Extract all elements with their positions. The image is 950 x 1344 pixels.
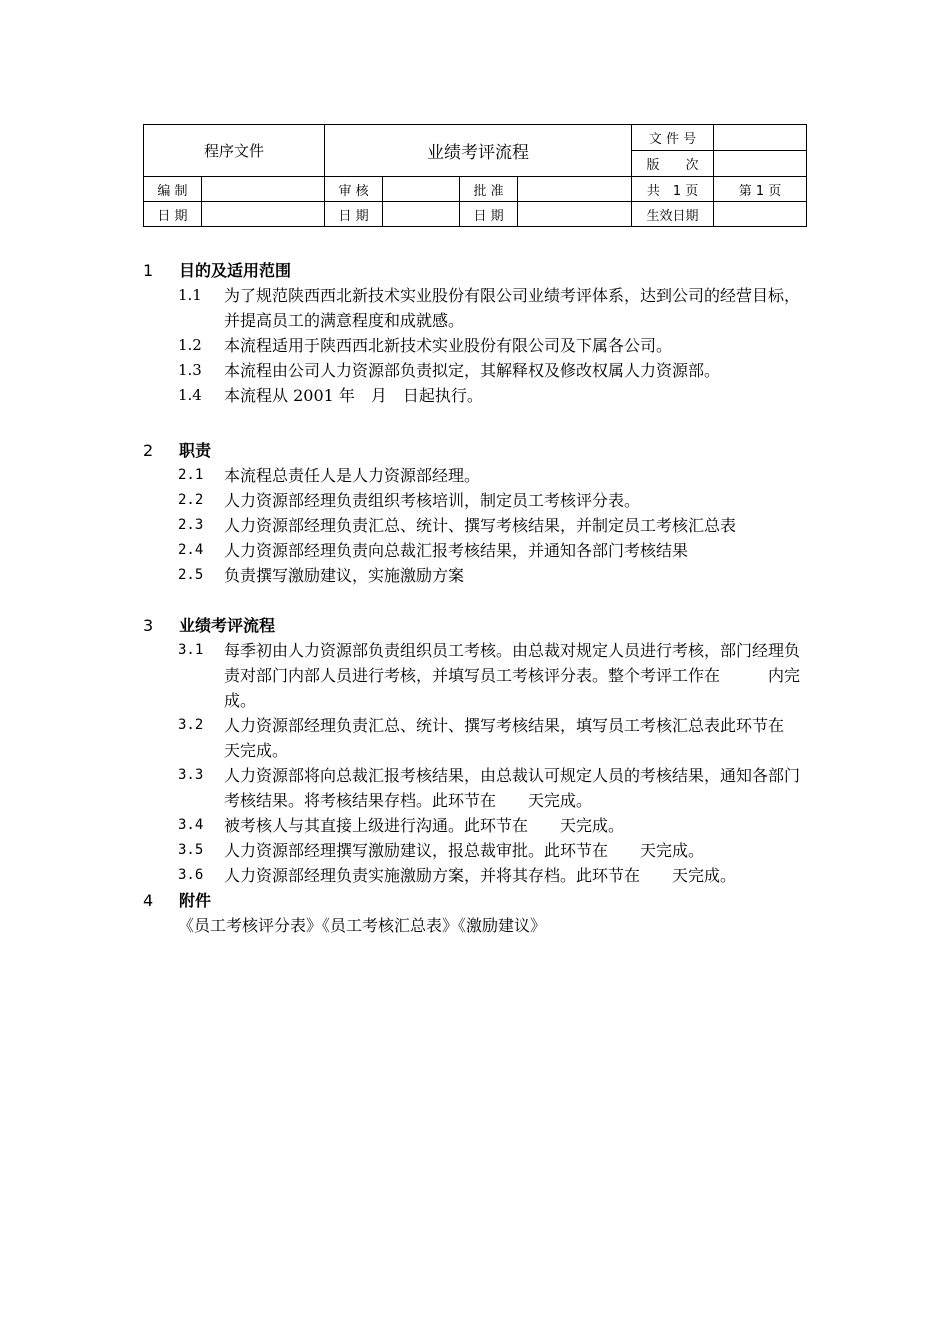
section-heading (143, 613, 823, 638)
list-item (178, 713, 823, 763)
item-number: 2.1 (178, 467, 204, 483)
list-item (178, 538, 823, 563)
version-label: 版 次 (632, 151, 714, 177)
prepared-value (202, 177, 325, 202)
list-item (178, 283, 823, 333)
section-number: 1 (143, 261, 154, 280)
item-text: 被考核人与其直接上级进行沟通。此环节在 天完成。 (224, 816, 625, 835)
date-value-1 (202, 202, 325, 227)
list-item (178, 813, 823, 838)
section-number: 2 (143, 441, 154, 460)
item-number: 1.1 (178, 286, 202, 304)
list-item (178, 358, 823, 383)
item-number: 1.4 (178, 386, 202, 404)
list-item (178, 333, 823, 358)
attachments-list: 《员工考核评分表》《员工考核汇总表》《激励建议》 (178, 916, 547, 935)
effective-date-value (714, 202, 807, 227)
file-no-label: 文 件 号 (632, 125, 714, 151)
version-value (714, 151, 807, 177)
document-header-table (143, 124, 807, 227)
list-item (178, 563, 823, 588)
item-text: 本流程从 2001 年 月 日起执行。 (224, 386, 483, 405)
item-number: 3.4 (178, 817, 204, 833)
item-text: 本流程适用于陕西西北新技术实业股份有限公司及下属各公司。 (224, 336, 673, 355)
doc-type-cell: 程序文件 (144, 125, 325, 177)
item-text: 人力资源部经理负责汇总、统计、撰写考核结果，并制定员工考核汇总表 (224, 516, 737, 535)
item-number: 2.3 (178, 517, 204, 533)
item-number: 3.6 (178, 867, 204, 883)
item-number: 1.2 (178, 336, 202, 354)
date-label-1: 日 期 (144, 202, 202, 227)
list-item (178, 763, 823, 813)
effective-date-label: 生效日期 (632, 202, 714, 227)
section-heading (143, 888, 823, 913)
list-item (178, 863, 823, 888)
prepared-label: 编 制 (144, 177, 202, 202)
item-number: 3.3 (178, 767, 204, 783)
section-title: 职责 (179, 441, 212, 460)
section-number: 4 (143, 891, 154, 910)
item-text: 人力资源部将向总裁汇报考核结果，由总裁认可规定人员的考核结果，通知各部门考核结果。将考核结果存档。此环节在 天完成。 (224, 766, 801, 810)
item-number: 2.2 (178, 492, 204, 508)
item-number: 2.5 (178, 567, 204, 583)
date-label-3: 日 期 (460, 202, 518, 227)
list-item (178, 838, 823, 863)
date-label-2: 日 期 (325, 202, 383, 227)
section-heading (143, 258, 823, 283)
approved-label: 批 准 (460, 177, 518, 202)
item-number: 1.3 (178, 361, 202, 379)
item-text: 人力资源部经理负责组织考核培训，制定员工考核评分表。 (224, 491, 641, 510)
list-item (178, 383, 823, 408)
item-text: 本流程总责任人是人力资源部经理。 (224, 466, 481, 485)
item-number: 3.1 (178, 642, 204, 658)
list-item (178, 513, 823, 538)
approved-value (518, 177, 632, 202)
file-no-value (714, 125, 807, 151)
item-number: 3.5 (178, 842, 204, 858)
item-text: 人力资源部经理撰写激励建议，报总裁审批。此环节在 天完成。 (224, 841, 705, 860)
item-number: 3.2 (178, 717, 204, 733)
list-item (178, 463, 823, 488)
item-number: 2.4 (178, 542, 204, 558)
total-pages-cell: 共 1 页 (632, 177, 714, 202)
section-number: 3 (143, 616, 154, 635)
reviewed-label: 审 核 (325, 177, 383, 202)
page-no-cell: 第 1 页 (714, 177, 807, 202)
section-title: 业绩考评流程 (179, 616, 276, 635)
item-text: 每季初由人力资源部负责组织员工考核。由总裁对规定人员进行考核，部门经理负责对部门内部人员进行考核，并填写员工考核评分表。整个考评工作在 内完成。 (224, 641, 801, 710)
reviewed-value (383, 177, 460, 202)
date-value-2 (383, 202, 460, 227)
document-body (143, 258, 823, 938)
item-text: 负责撰写激励建议，实施激励方案 (224, 566, 465, 585)
section-title: 附件 (179, 891, 212, 910)
section-heading (143, 438, 823, 463)
item-text: 人力资源部经理负责汇总、统计、撰写考核结果，填写员工考核汇总表此环节在 天完成。 (224, 716, 817, 760)
item-text: 本流程由公司人力资源部负责拟定，其解释权及修改权属人力资源部。 (224, 361, 721, 380)
item-text: 为了规范陕西西北新技术实业股份有限公司业绩考评体系，达到公司的经营目标，并提高员工的满意程度和成就感。 (224, 286, 801, 330)
doc-title-cell: 业绩考评流程 (325, 125, 632, 177)
list-item (178, 488, 823, 513)
section-title: 目的及适用范围 (179, 261, 292, 280)
date-value-3 (518, 202, 632, 227)
item-text: 人力资源部经理负责实施激励方案，并将其存档。此环节在 天完成。 (224, 866, 737, 885)
list-item (178, 638, 823, 713)
item-text: 人力资源部经理负责向总裁汇报考核结果，并通知各部门考核结果 (224, 541, 689, 560)
